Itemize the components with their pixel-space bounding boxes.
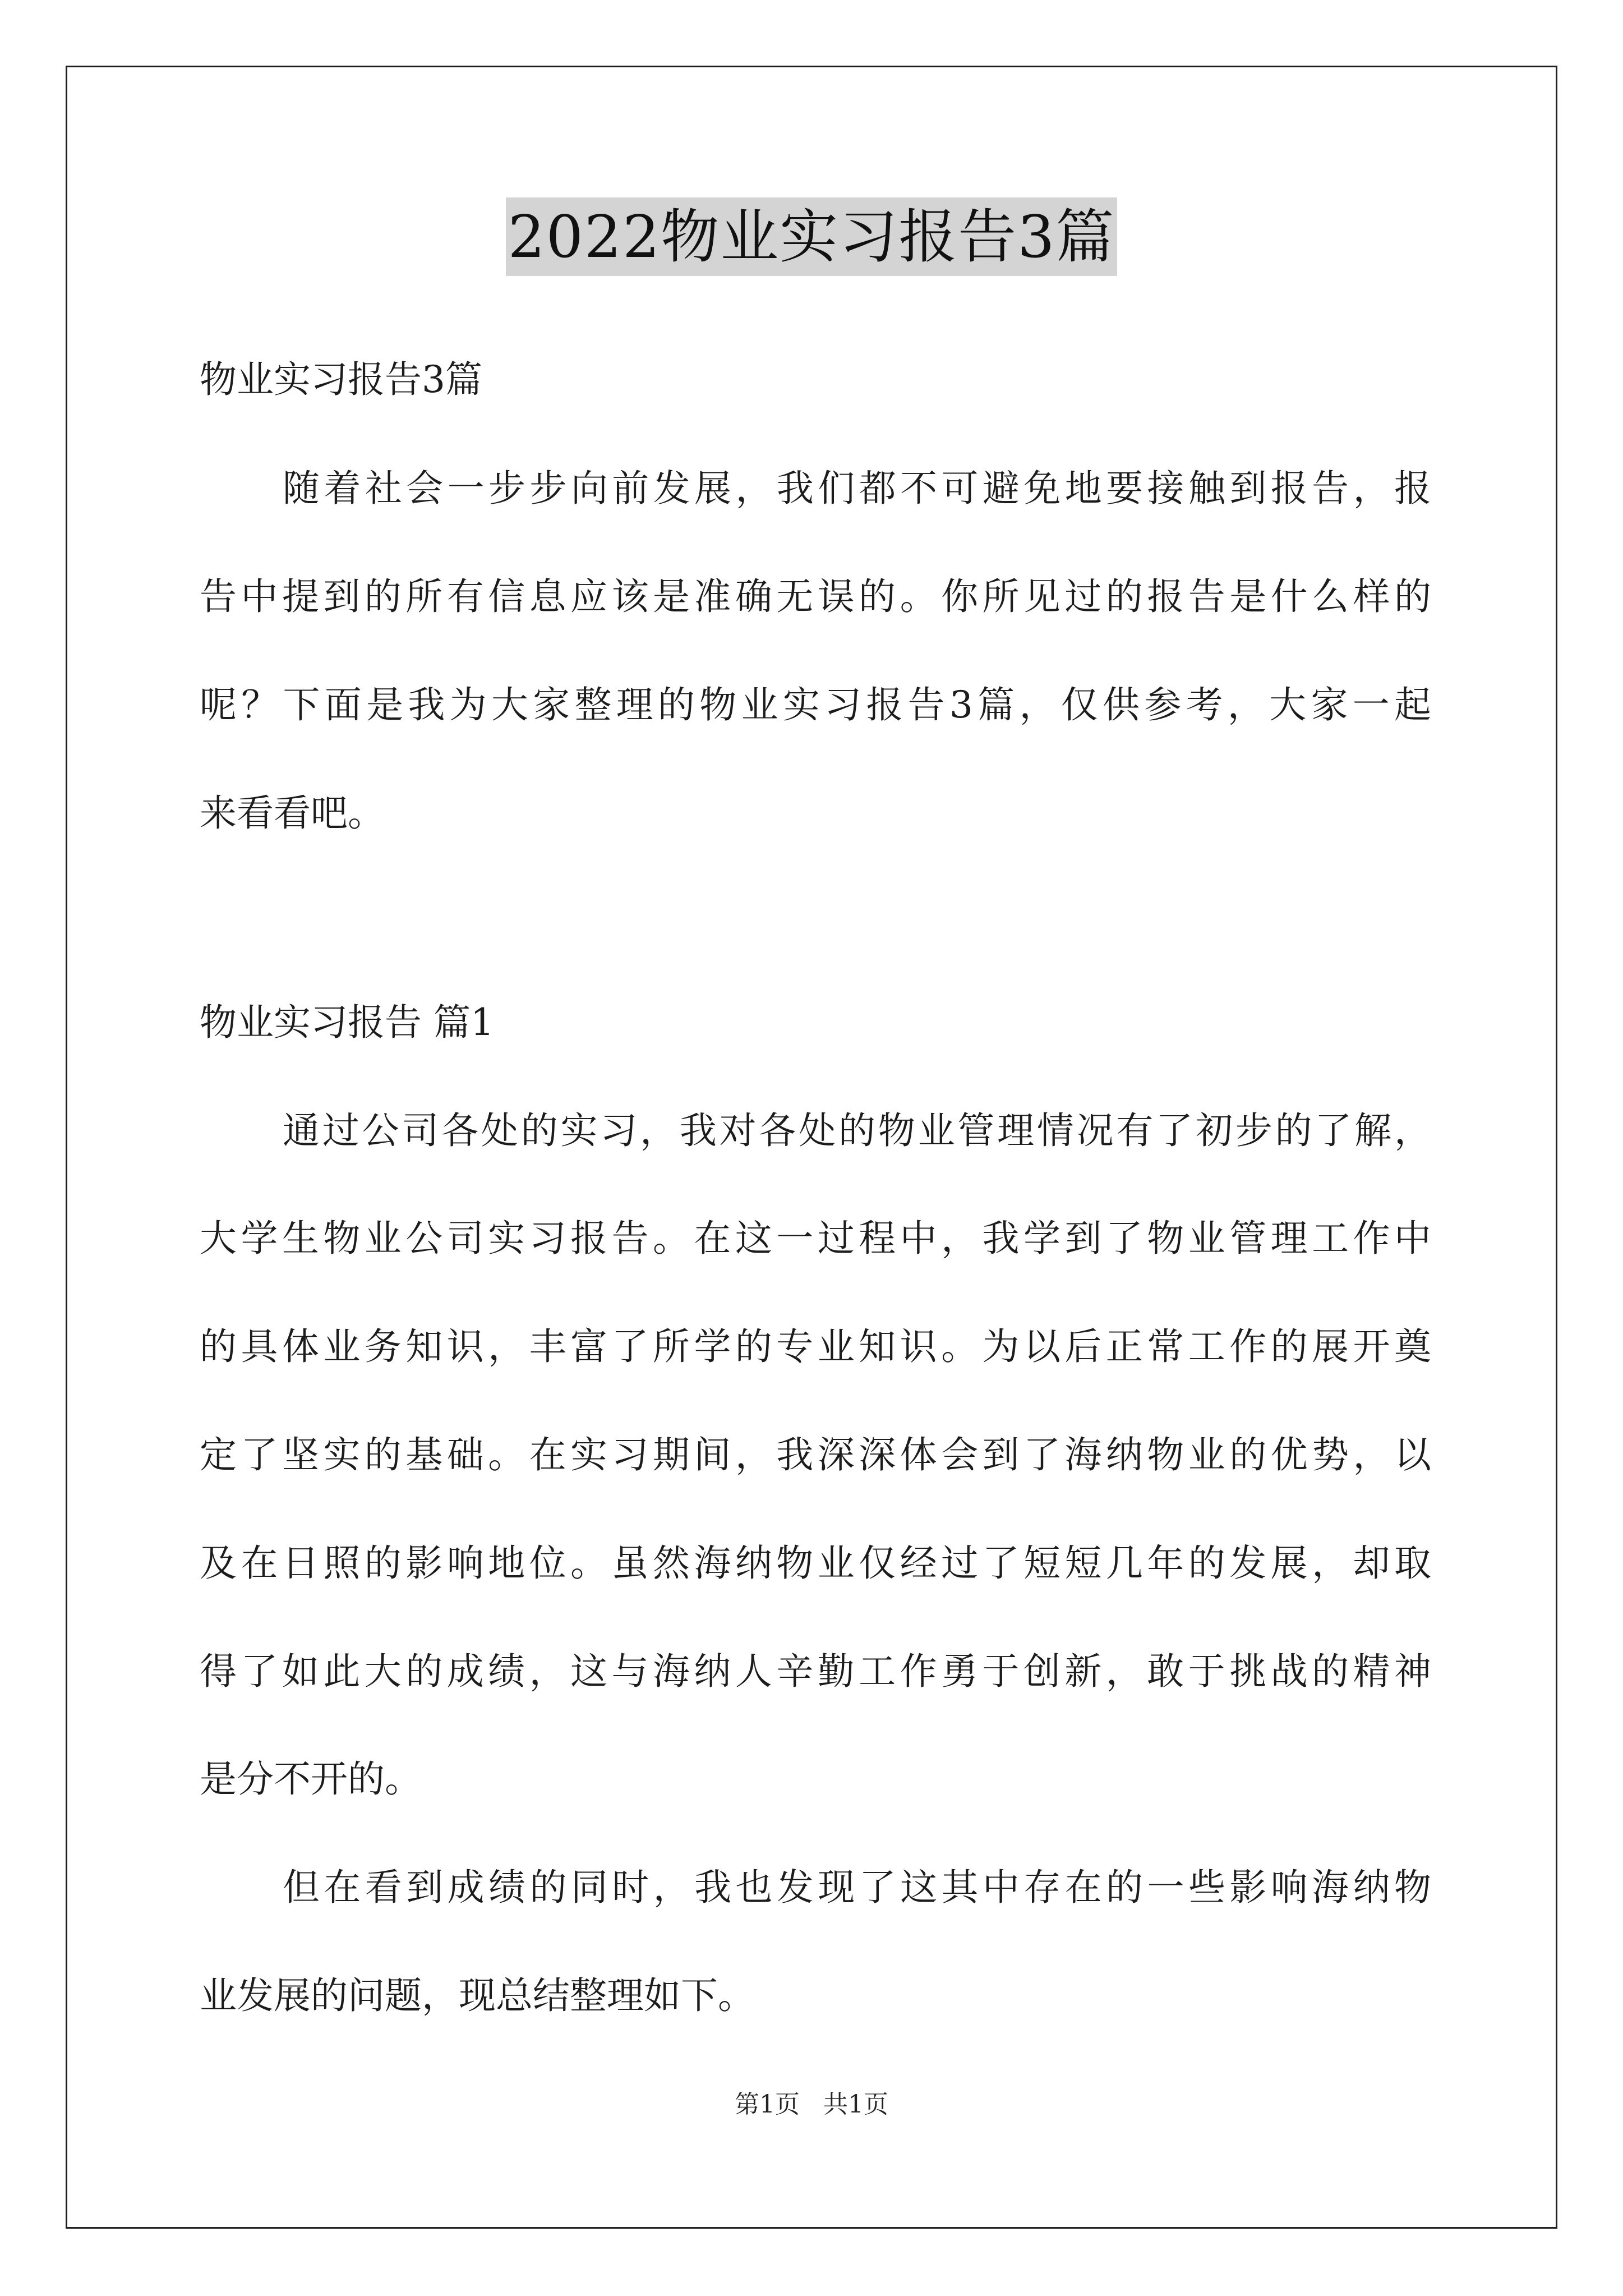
paragraph-line: 的具体业务知识，丰富了所学的专业知识。为以后正常工作的展开奠 xyxy=(200,1325,1431,1368)
paragraph-line: 得了如此大的成绩，这与海纳人辛勤工作勇于创新，敢于挑战的精神 xyxy=(200,1650,1431,1693)
paragraph-line: 业发展的问题，现总结整理如下。 xyxy=(200,1974,755,2017)
page-footer: 第1页 共1页 xyxy=(735,2090,888,2119)
subtitle: 物业实习报告3篇 xyxy=(200,358,482,401)
intro-line: 来看看吧。 xyxy=(200,792,385,835)
intro-line: 告中提到的所有信息应该是准确无误的。你所见过的报告是什么样的 xyxy=(200,575,1431,618)
paragraph-line: 通过公司各处的实习，我对各处的物业管理情况有了初步的了解， xyxy=(283,1109,1431,1152)
paragraph-line: 及在日照的影响地位。虽然海纳物业仅经过了短短几年的发展，却取 xyxy=(200,1542,1431,1585)
paragraph-line: 大学生物业公司实习报告。在这一过程中，我学到了物业管理工作中 xyxy=(200,1217,1431,1260)
paragraph-line: 但在看到成绩的同时，我也发现了这其中存在的一些影响海纳物 xyxy=(283,1866,1431,1909)
section-heading: 物业实习报告 篇1 xyxy=(200,1001,494,1044)
title-block xyxy=(0,197,1623,276)
document-title: 2022物业实习报告3篇 xyxy=(506,197,1118,276)
intro-line: 随着社会一步步向前发展，我们都不可避免地要接触到报告，报 xyxy=(283,467,1431,510)
intro-line: 呢？下面是我为大家整理的物业实习报告3篇，仅供参考，大家一起 xyxy=(200,683,1431,726)
paragraph-line: 定了坚实的基础。在实习期间，我深深体会到了海纳物业的优势，以 xyxy=(200,1433,1431,1476)
paragraph-line: 是分不开的。 xyxy=(200,1757,422,1801)
